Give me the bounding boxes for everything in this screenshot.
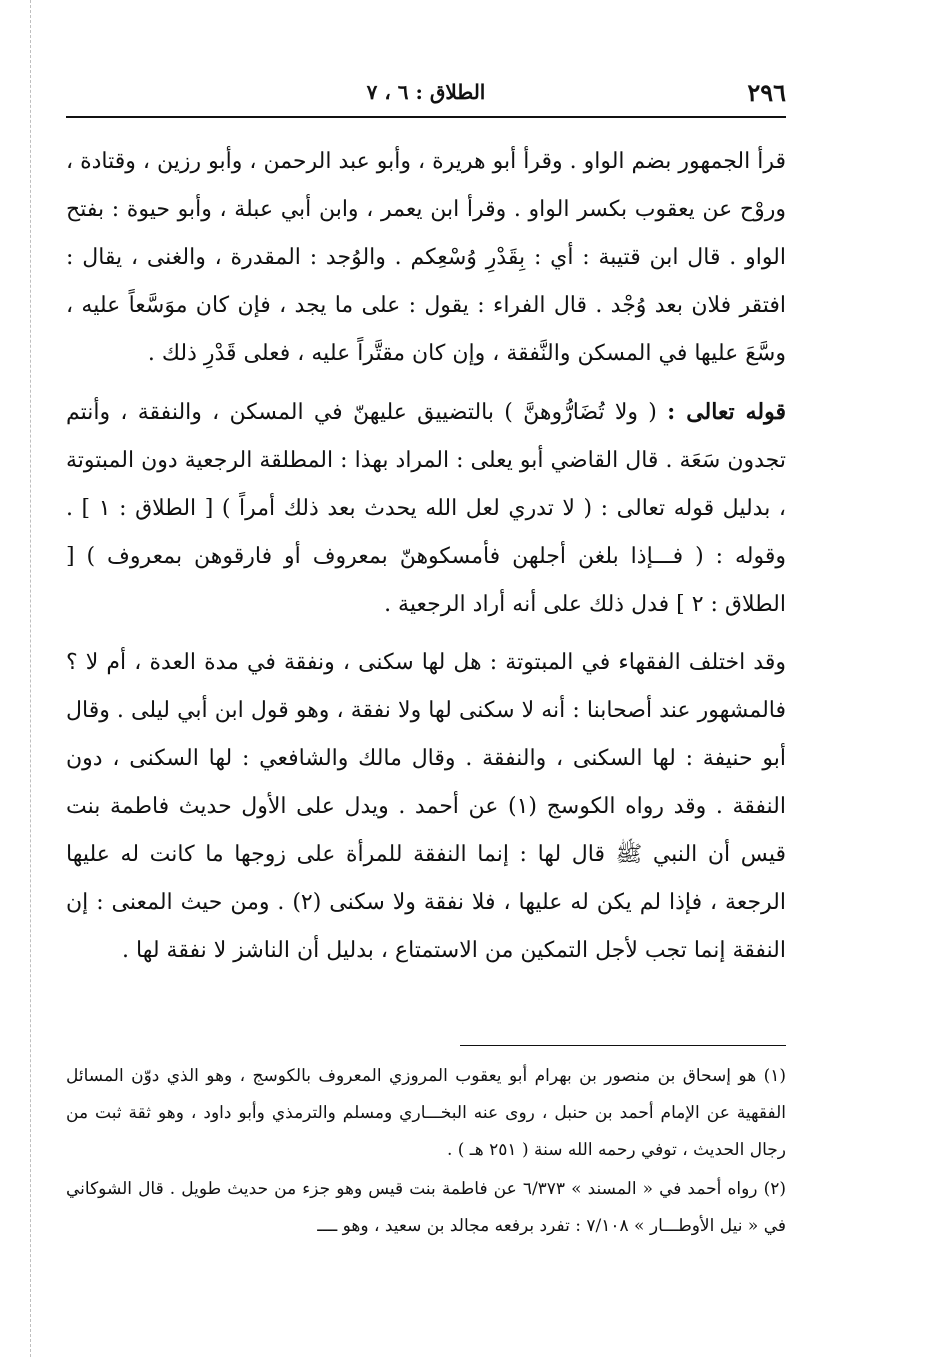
main-text — [66, 138, 786, 975]
footnote-separator — [460, 1045, 786, 1046]
paragraph-lead: قوله تعالى : — [667, 399, 786, 425]
page-number: ٢٩٦ — [747, 78, 786, 107]
footnote-2: (٢) رواه أحمد في « المسند » ٦/٣٧٣ عن فاطمة بنت قيس وهو جزء من حديث طويل . قال الشوكاني في « نيل الأوطـــار » ٧/١٠٨ : تفرد برفعه مجالد بن سعيد ، وهو ــــ — [66, 1179, 786, 1236]
page-header — [66, 78, 786, 118]
gutter-shadow-line — [30, 0, 31, 1357]
header-rule — [66, 116, 786, 118]
paragraph-2 — [66, 388, 786, 629]
footnotes — [66, 1058, 786, 1245]
paragraph-3: وقد اختلف الفقهاء في المبتوتة : هل لها سكنى ، ونفقة في مدة العدة ، أم لا ؟ فالمشهور عند أصحابنا : أنه لا سكنى لها ولا نفقة ، وهو قول ابن أبي ليلى . وقال أبو حنيفة : لها السكنى ، والنفقة . وقال مالك والشافعي : لها السكنى ، دون النفقة . وقد رواه الكوسج (١) عن أحمد . ويدل على الأول حديث فاطمة بنت قيس أن النبي ﷺ قال لها : إنما النفقة للمرأة على زوجها ما كانت له عليها الرجعة ، فإذا لم يكن له عليها ، فلا نفقة ولا سكنى (٢) . ومن حيث المعنى : إن النفقة إنما تجب لأجل التمكين من الاستمتاع ، بدليل أن الناشز لا نفقة لها . — [66, 650, 786, 963]
footnote-1: (١) هو إسحاق بن منصور بن بهرام أبو يعقوب المروزي المعروف بالكوسج ، وهو الذي دوّن المسائل الفقهية عن الإمام أحمد بن حنبل ، روى عنه البخـــاري ومسلم والترمذي وأبو داود ، وهو ثقة ثبت من رجال الحديث ، توفي رحمه الله سنة ( ٢٥١ هـ ) . — [66, 1066, 786, 1160]
running-title: الطلاق : ٦ ، ٧ — [366, 80, 486, 104]
paragraph-1: قرأ الجمهور بضم الواو . وقرأ أبو هريرة ، وأبو عبد الرحمن ، وأبو رزين ، وقتادة ، وروْح عن يعقوب بكسر الواو . وقرأ ابن يعمر ، وابن أبي عبلة ، وأبو حيوة : بفتح الواو . قال ابن قتيبة : أي : بِقَدْرِ وُسْعِكم . والوُجد : المقدرة ، والغنى ، يقال : افتقر فلان بعد وُجْد . قال الفراء : يقول : على ما يجد ، فإن كان موَسَّعاً عليه ، وسَّعَ عليها في المسكن والنَّفقة ، وإن كان مقتَّراً عليه ، فعلى قَدْرِ ذلك . — [66, 149, 786, 366]
paragraph-2-text: ( ولا تُضَارُّوهنَّ ) بالتضييق عليهنّ في المسكن ، والنفقة ، وأنتم تجدون سَعَة . قال القاضي أبو يعلى : المراد بهذا : المطلقة الرجعية دون المبتوتة ، بدليل قوله تعالى : ( لا تدري لعل الله يحدث بعد ذلك أمراً ) [ الطلاق : ١ ] . وقوله : ( فـــإذا بلغن أجلهن فأمسكوهنّ بمعروف أو فارقوهن بمعروف ) [ الطلاق : ٢ ] فدل ذلك على أنه أراد الرجعية . — [66, 400, 786, 617]
